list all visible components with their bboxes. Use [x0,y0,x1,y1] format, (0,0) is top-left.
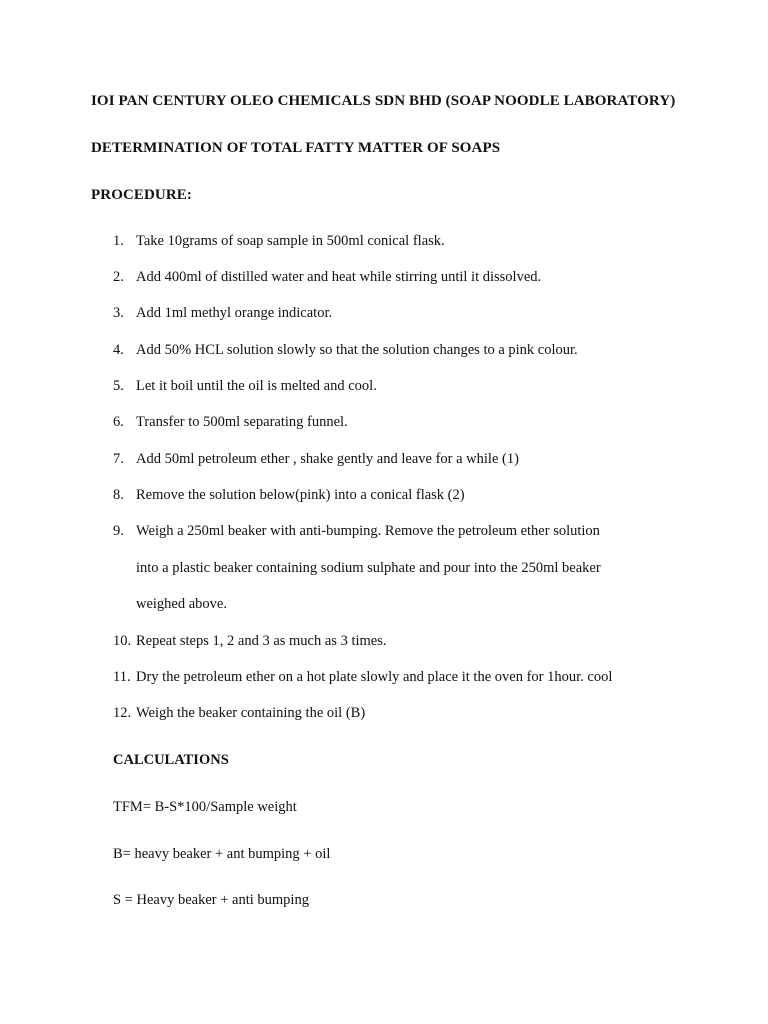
step-number: 6. [113,414,124,430]
document-title: DETERMINATION OF TOTAL FATTY MATTER OF SOAPS [91,140,501,156]
calculation-formula: TFM= B-S*100/Sample weight [113,799,297,815]
step-text: Transfer to 500ml separating funnel. [136,414,348,430]
procedure-step-1 [113,233,713,250]
procedure-step-10 [113,633,713,650]
step-text: Dry the petroleum ether on a hot plate slowly and place it the oven for 1hour. cool [136,669,613,685]
procedure-step-9 [113,523,713,540]
calculation-definition-b: B= heavy beaker + ant bumping + oil [113,846,331,862]
procedure-step-12 [113,705,713,722]
procedure-step-2 [113,269,713,286]
step-9-continuation-line: weighed above. [136,596,227,612]
step-text: Take 10grams of soap sample in 500ml conical flask. [136,233,445,249]
step-9-continuation-line: into a plastic beaker containing sodium sulphate and pour into the 250ml beaker [136,560,601,576]
step-number: 1. [113,233,124,249]
calculation-definition-s: S = Heavy beaker + anti bumping [113,892,309,908]
step-text: Add 50% HCL solution slowly so that the solution changes to a pink colour. [136,342,578,358]
procedure-step-3 [113,305,713,322]
step-text: Weigh a 250ml beaker with anti-bumping. Remove the petroleum ether solution [136,523,600,539]
step-text: Let it boil until the oil is melted and cool. [136,378,377,394]
step-text: Add 1ml methyl orange indicator. [136,305,333,321]
step-text: Remove the solution below(pink) into a conical flask (2) [136,487,465,503]
step-number: 11. [113,669,131,685]
step-number: 9. [113,523,124,539]
step-number: 3. [113,305,124,321]
step-number: 10. [113,633,132,649]
step-text: Weigh the beaker containing the oil (B) [136,705,366,721]
company-heading: IOI PAN CENTURY OLEO CHEMICALS SDN BHD (SOAP NOODLE LABORATORY) [91,93,676,109]
step-number: 2. [113,269,124,285]
procedure-heading: PROCEDURE: [91,187,192,203]
procedure-step-11 [113,669,713,686]
procedure-step-5 [113,378,713,395]
calculations-heading: CALCULATIONS [113,752,229,768]
step-number: 12. [113,705,132,721]
procedure-step-8 [113,487,713,504]
procedure-step-4 [113,342,713,359]
step-number: 5. [113,378,124,394]
step-number: 7. [113,451,124,467]
step-number: 4. [113,342,124,358]
step-text: Add 50ml petroleum ether , shake gently and leave for a while (1) [136,451,519,467]
step-number: 8. [113,487,124,503]
procedure-step-7 [113,451,713,468]
step-text: Repeat steps 1, 2 and 3 as much as 3 times. [136,633,387,649]
step-text: Add 400ml of distilled water and heat while stirring until it dissolved. [136,269,542,285]
procedure-step-6 [113,414,713,431]
